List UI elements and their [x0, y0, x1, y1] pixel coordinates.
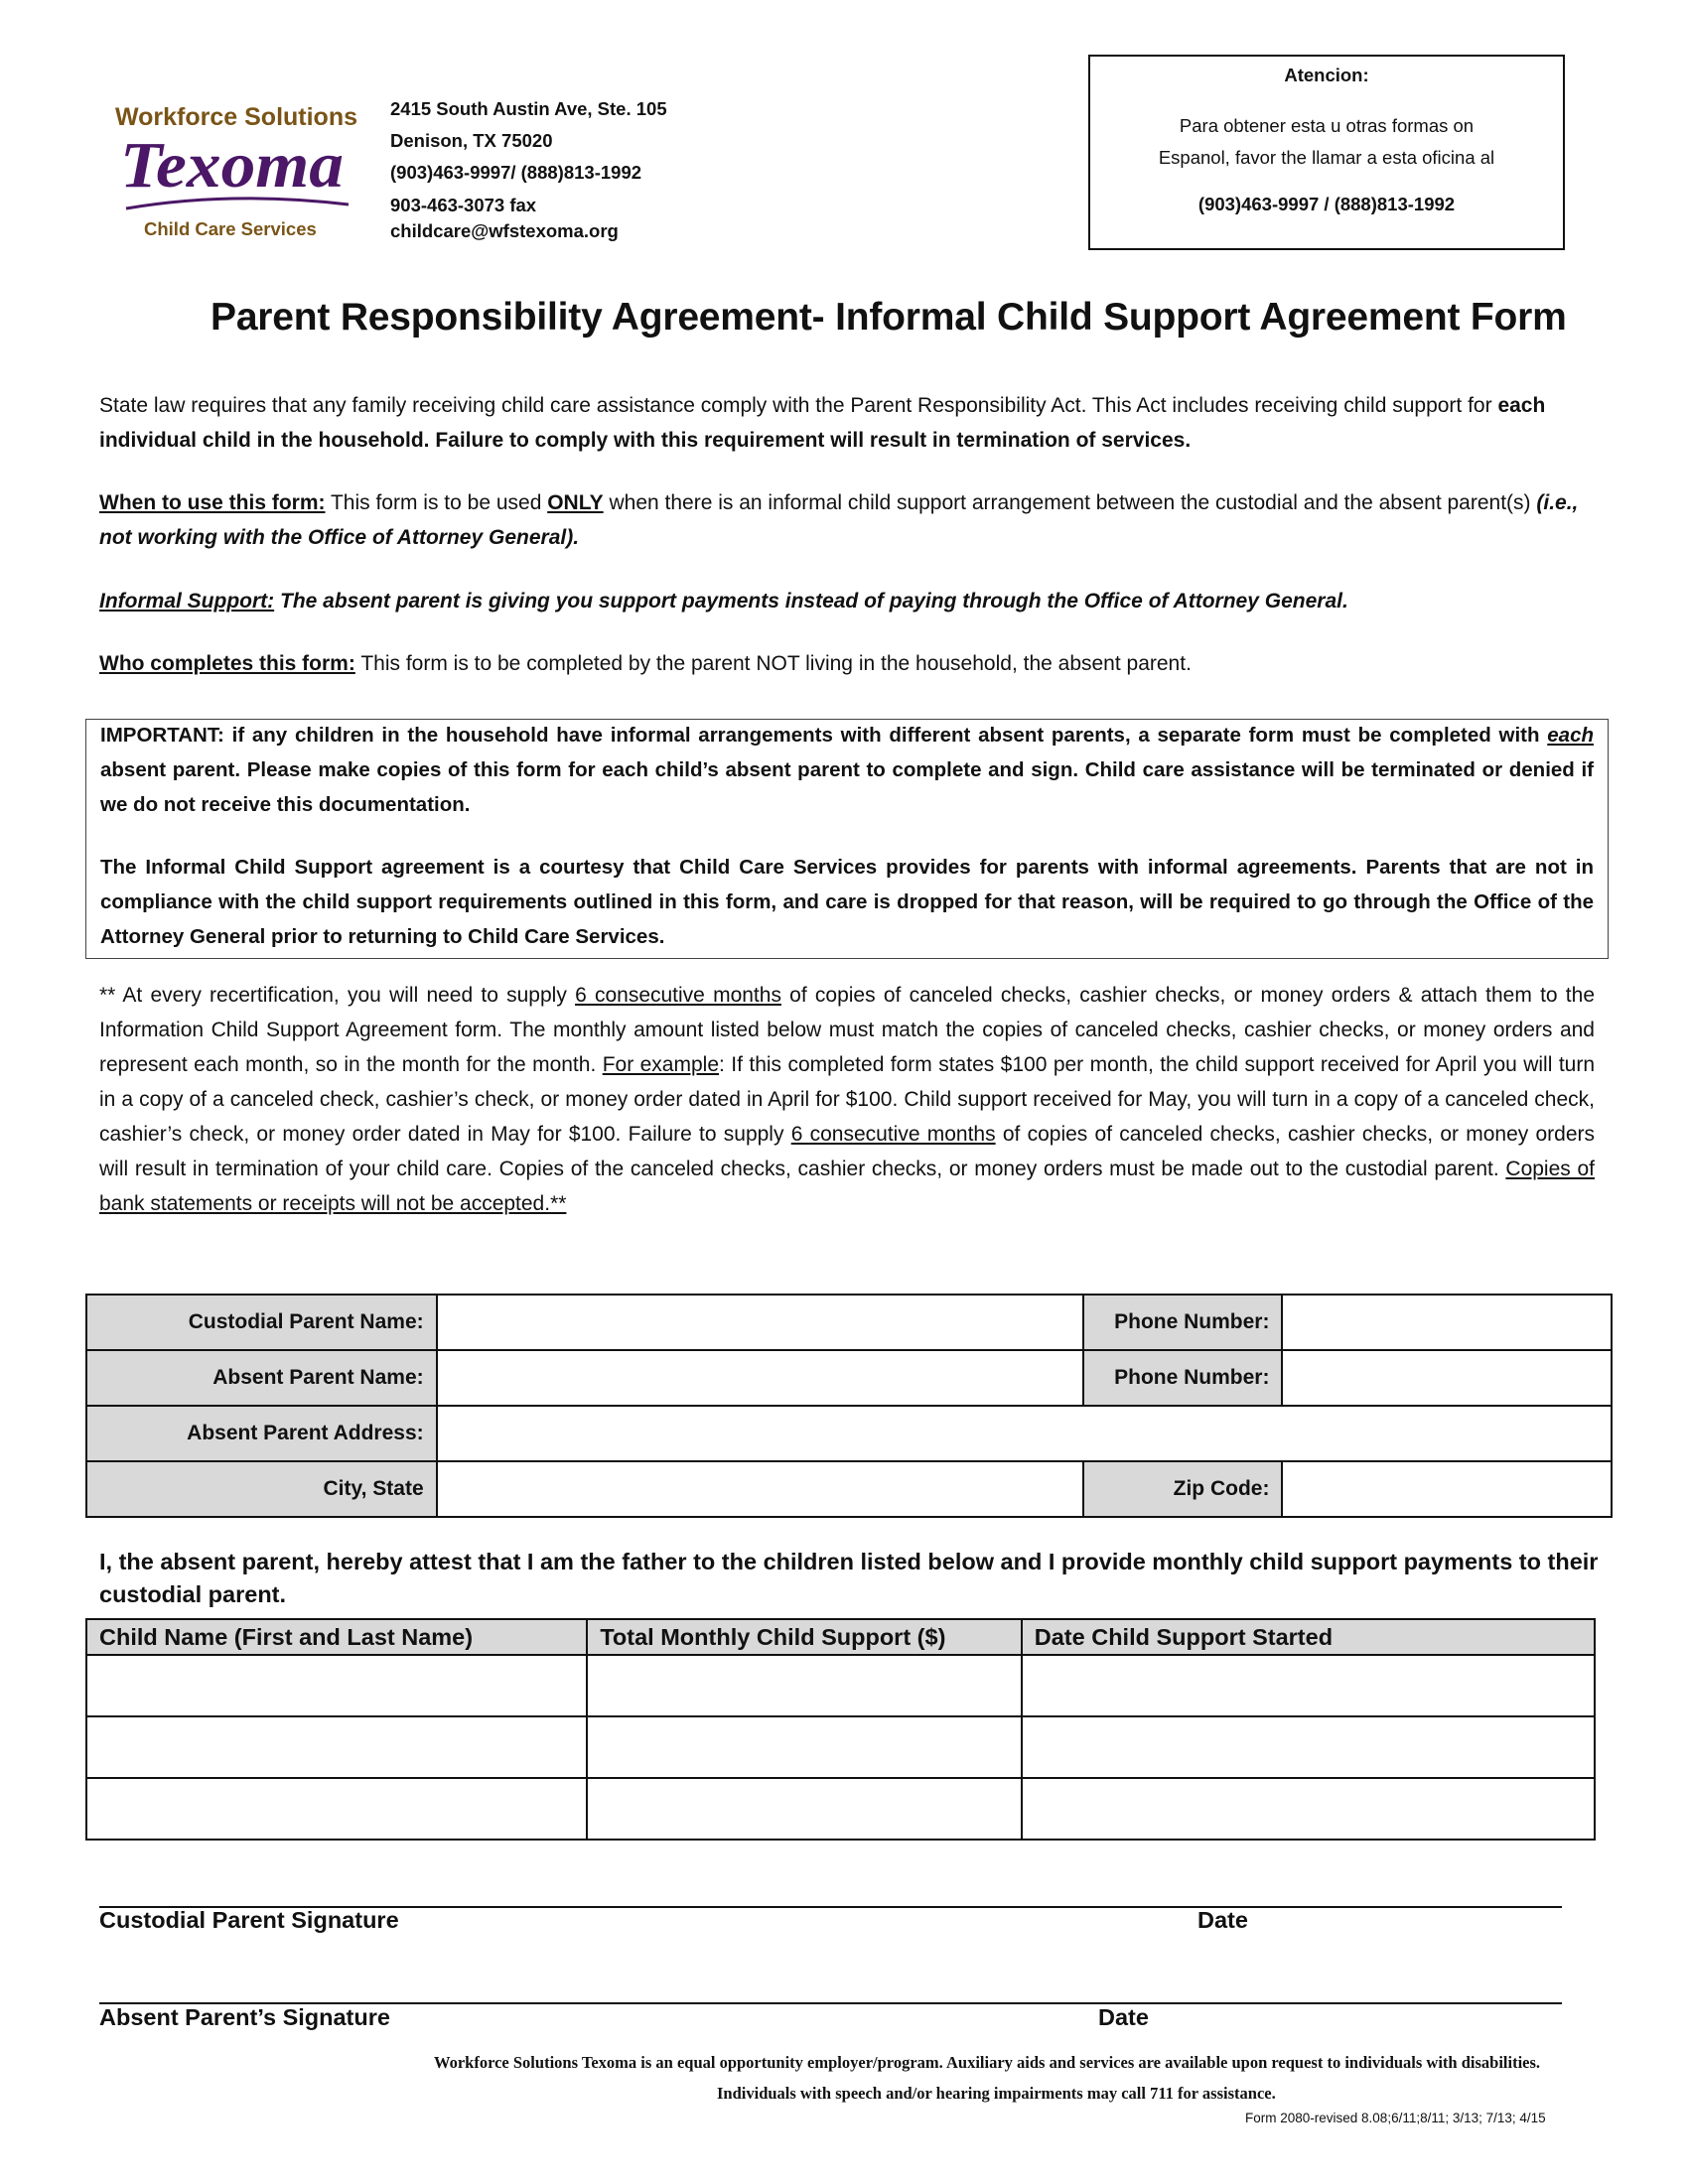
- texoma-script-logo-icon: [112, 125, 360, 220]
- monthly-support-header: Total Monthly Child Support ($): [587, 1619, 1021, 1655]
- page-title: Parent Responsibility Agreement- Informal Child Support Agreement Form: [211, 296, 1567, 339]
- custodial-phone-label: Phone Number:: [1083, 1295, 1283, 1350]
- city-state-label: City, State: [86, 1461, 437, 1517]
- office-address: [390, 93, 667, 244]
- absent-date-line[interactable]: [1340, 2002, 1562, 2004]
- form-number: Form 2080-revised 8.08;6/11;8/11; 3/13; 7/13; 4/15: [1245, 2111, 1546, 2125]
- support-start-date-cell[interactable]: [1022, 1778, 1595, 1840]
- address-city: Denison, TX 75020: [390, 130, 553, 151]
- child-name-cell[interactable]: [86, 1716, 587, 1778]
- footer-eeo-statement: Workforce Solutions Texoma is an equal opportunity employer/program. Auxiliary aids and services are available upon request to individuals with disabilities.: [434, 2053, 1541, 2072]
- who-completes-label: Who completes this form:: [99, 652, 355, 675]
- table-row: [86, 1778, 1595, 1840]
- support-start-date-cell[interactable]: [1022, 1716, 1595, 1778]
- absent-parent-address-field[interactable]: [437, 1406, 1612, 1461]
- logo-bottom-text: Child Care Services: [144, 218, 317, 239]
- custodial-phone-field[interactable]: [1282, 1295, 1612, 1350]
- table-row: [86, 1461, 1612, 1517]
- when-to-use-italic: (i.e., not working with the Office of Attorney General).: [99, 491, 1579, 549]
- logo-top-text: Workforce Solutions: [115, 103, 358, 131]
- notice-line-2: Espanol, favor the llamar a esta oficina al: [1158, 147, 1495, 168]
- child-name-cell[interactable]: [86, 1778, 587, 1840]
- notice-line-1: Para obtener esta u otras formas on: [1179, 115, 1475, 136]
- who-completes-paragraph: [99, 646, 1601, 681]
- when-to-use-label: When to use this form:: [99, 491, 326, 514]
- footer-accessibility-statement: Individuals with speech and/or hearing impairments may call 711 for assistance.: [717, 2084, 1276, 2103]
- support-start-date-cell[interactable]: [1022, 1655, 1595, 1716]
- notice-phone: (903)463-9997 / (888)813-1992: [1197, 194, 1456, 214]
- city-state-field[interactable]: [437, 1461, 1083, 1517]
- zip-code-field[interactable]: [1282, 1461, 1612, 1517]
- who-completes-text: This form is to be completed by the parent NOT living in the household, the absent parent.: [354, 652, 1192, 675]
- absent-parent-name-label: Absent Parent Name:: [86, 1350, 437, 1406]
- table-row: [86, 1655, 1595, 1716]
- recert-underline-3: Copies of bank statements or receipts will not be accepted.**: [99, 1158, 1595, 1215]
- notice-title: Atencion:: [1284, 65, 1369, 85]
- address-street: 2415 South Austin Ave, Ste. 105: [390, 98, 667, 119]
- table-row: [86, 1295, 1612, 1350]
- intro-bold-text: each individual child in the household. Failure to comply with this requirement will result in termination of services.: [99, 394, 1546, 452]
- intro-paragraph: [99, 388, 1601, 458]
- table-row: [86, 1350, 1612, 1406]
- informal-support-paragraph: [99, 584, 1601, 618]
- absent-parent-address-label: Absent Parent Address:: [86, 1406, 437, 1461]
- absent-signature-label: Absent Parent’s Signature: [99, 2004, 390, 2030]
- table-row: [86, 1716, 1595, 1778]
- recert-underline-1: 6 consecutive months: [575, 984, 781, 1007]
- address-phone: (903)463-9997/ (888)813-1992: [390, 162, 642, 183]
- recert-example: For example: [602, 1053, 720, 1076]
- when-to-use-text-2: when there is an informal child support arrangement between the custodial and the absent parent(s): [603, 491, 1537, 514]
- child-name-cell[interactable]: [86, 1655, 587, 1716]
- address-fax: 903-463-3073 fax: [390, 195, 537, 215]
- address-email: childcare@wfstexoma.org: [390, 220, 619, 241]
- logo-script-text: Texoma: [120, 129, 344, 202]
- custodial-date-line[interactable]: [1340, 1906, 1562, 1908]
- zip-code-label: Zip Code:: [1083, 1461, 1283, 1517]
- important-notice-box: [85, 719, 1609, 959]
- custodial-parent-name-field[interactable]: [437, 1295, 1083, 1350]
- support-start-date-header: Date Child Support Started: [1022, 1619, 1595, 1655]
- important-each: each: [1547, 724, 1594, 747]
- child-name-header: Child Name (First and Last Name): [86, 1619, 587, 1655]
- custodial-parent-name-label: Custodial Parent Name:: [86, 1295, 437, 1350]
- absent-phone-label: Phone Number:: [1083, 1350, 1283, 1406]
- monthly-support-cell[interactable]: [587, 1778, 1021, 1840]
- absent-date-label: Date: [1098, 2004, 1149, 2030]
- spanish-notice-box: [1088, 55, 1565, 250]
- recert-underline-2: 6 consecutive months: [790, 1123, 996, 1146]
- children-table: [85, 1618, 1596, 1841]
- when-to-use-only: ONLY: [547, 491, 604, 514]
- important-paragraph-2: The Informal Child Support agreement is a courtesy that Child Care Services provides for parents with informal agreements. Parents that are not in compliance with the child support requirements outlined in this form, and care is dropped for that reason, will be required to go through the Office of the Attorney General prior to returning to Child Care Services.: [100, 856, 1594, 948]
- monthly-support-cell[interactable]: [587, 1655, 1021, 1716]
- custodial-date-label: Date: [1197, 1907, 1248, 1933]
- absent-phone-field[interactable]: [1282, 1350, 1612, 1406]
- table-row: [86, 1406, 1612, 1461]
- attestation-statement: I, the absent parent, hereby attest that I am the father to the children listed below and I provide monthly child support payments to their custodial parent.: [99, 1549, 1599, 1607]
- when-to-use-paragraph: [99, 485, 1601, 555]
- informal-support-text: The absent parent is giving you support payments instead of paying through the Office of Attorney General.: [274, 590, 1348, 613]
- parent-info-table: [85, 1294, 1613, 1518]
- informal-support-label: Informal Support:: [99, 590, 275, 613]
- custodial-signature-label: Custodial Parent Signature: [99, 1907, 399, 1933]
- monthly-support-cell[interactable]: [587, 1716, 1021, 1778]
- when-to-use-text-1: This form is to be used: [325, 491, 548, 514]
- table-header-row: [86, 1619, 1595, 1655]
- intro-text: State law requires that any family receiving child care assistance comply with the Parent Responsibility Act. This Act includes receiving child support for: [99, 394, 1498, 417]
- important-paragraph-1: IMPORTANT: if any children in the household have informal arrangements with different absent parents, a separate form must be completed with each absent parent. Please make copies of this form for each child’s absent parent to complete and sign. Child care assistance will be terminated or denied if we do not receive this documentation.: [100, 724, 1594, 816]
- workforce-texoma-logo: [112, 97, 360, 246]
- absent-parent-name-field[interactable]: [437, 1350, 1083, 1406]
- recertification-paragraph: ** At every recertification, you will need to supply 6 consecutive months of copies of canceled checks, cashier checks, or money orders & attach them to the Information Child Support Agreement form. The monthly amount listed below must match the copies of canceled checks, cashier checks, or money orders and represent each month, so in the month for the month. For example: If this completed form states $100 per month, the child support received for April you will turn in a copy of a canceled check, cashier’s check, or money order dated in April for $100. Child support received for May, you will turn in a copy of a canceled check, cashier’s check, or money order dated in May for $100. Failure to supply 6 consecutive months of copies of canceled checks, cashier checks, or money orders will result in termination of your child care. Copies of the canceled checks, cashier checks, or money orders must be made out to the custodial parent. Copies of bank statements or receipts will not be accepted.**: [99, 984, 1596, 1215]
